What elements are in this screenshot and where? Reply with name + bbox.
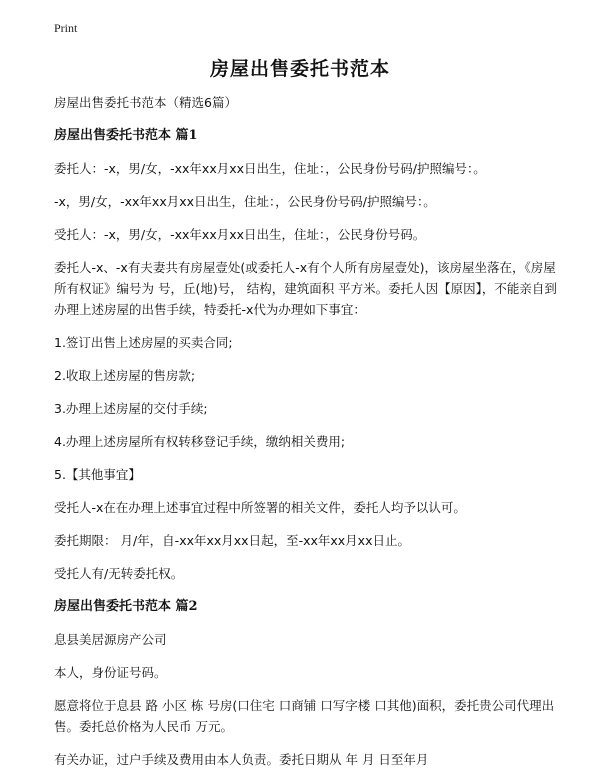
list-item: 4.办理上述房屋所有权转移登记手续，缴纳相关费用; <box>54 434 346 449</box>
paragraph: 受托人：-x，男/女，-xx年xx月xx日出生，住址：，公民身份号码。 <box>54 227 426 242</box>
print-link[interactable]: Print <box>54 21 78 35</box>
paragraph: 本人，身份证号码。 <box>54 665 167 680</box>
section-heading-1: 房屋出售委托书范本 篇1 <box>54 128 198 143</box>
paragraph: 委托期限： 月/年，自-xx年xx月xx日起，至-xx年xx月xx日止。 <box>54 533 410 548</box>
document-subtitle: 房屋出售委托书范本（精选6篇） <box>54 95 237 110</box>
paragraph: 愿意将位于息县 路 小区 栋 号房(口住宅 口商铺 口写字楼 口其他)面积，委托贵公司代理出售。委托总价格为人民币 万元。 <box>54 698 555 734</box>
paragraph: 委托人-x、-x有夫妻共有房屋壹处(或委托人-x有个人所有房屋壹处)，该房屋坐落在，《房屋所有权证》编号为 号，丘(地)号， 结构，建筑面积 平方米。委托人因【原因】，不能亲自到 办理上述房屋的出售手续，特委托-x代为办理如下事宜： <box>54 260 557 317</box>
paragraph: -x，男/女，-xx年xx月xx日出生，住址：，公民身份号码/护照编号：。 <box>54 194 436 209</box>
paragraph: 有关办证，过户手续及费用由本人负责。委托日期从 年 月 日至年月 <box>54 752 429 767</box>
page-title: 房屋出售委托书范本 <box>209 58 390 80</box>
paragraph: 受托人-x在在办理上述事宜过程中所签署的相关文件，委托人均予以认可。 <box>54 500 466 515</box>
document-body <box>54 92 560 782</box>
list-item: 2.收取上述房屋的售房款; <box>54 368 196 383</box>
paragraph: 受托人有/无转委托权。 <box>54 566 184 581</box>
list-item: 5.【其他事宜】 <box>54 467 141 482</box>
paragraph: 息县美居源房产公司 <box>54 632 167 647</box>
paragraph: 委托人：-x，男/女，-xx年xx月xx日出生，住址：，公民身份号码/护照编号：。 <box>54 161 486 176</box>
list-item: 1.签订出售上述房屋的买卖合同; <box>54 335 233 350</box>
section-heading-2: 房屋出售委托书范本 篇2 <box>54 599 198 614</box>
list-item: 3.办理上述房屋的交付手续; <box>54 401 208 416</box>
